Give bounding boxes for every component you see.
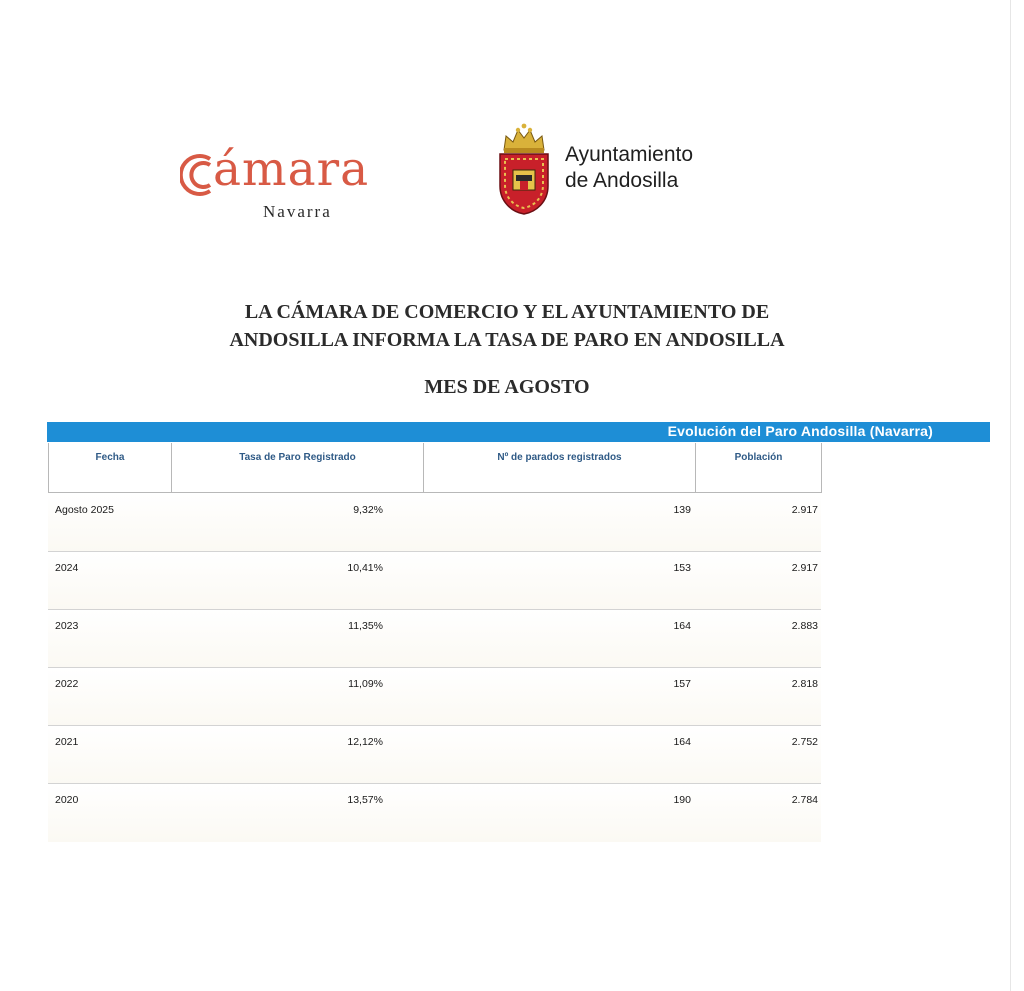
row-background (48, 552, 821, 610)
cell-parados: 157 (673, 678, 691, 690)
cell-poblacion: 2.752 (791, 736, 818, 748)
ayuntamiento-line2: de Andosilla (565, 169, 679, 192)
table-banner (47, 422, 990, 442)
cell-parados: 164 (673, 620, 691, 632)
cell-parados: 139 (673, 504, 691, 516)
row-background (48, 726, 821, 784)
cell-fecha: 2023 (55, 620, 79, 632)
cell-parados: 164 (673, 736, 691, 748)
ayuntamiento-logo-text (565, 142, 693, 194)
camara-subtitle: Navarra (263, 202, 332, 221)
table-title: Evolución del Paro Andosilla (Navarra) (667, 423, 933, 439)
row-background (48, 494, 821, 552)
cell-tasa: 9,32% (353, 504, 383, 516)
cell-tasa: 13,57% (347, 794, 383, 806)
table-row (48, 552, 821, 610)
column-header-tasa: Tasa de Paro Registrado (172, 443, 424, 493)
month-subtitle: MES DE AGOSTO (424, 376, 590, 398)
cell-tasa: 11,09% (348, 678, 383, 690)
page-title-line1: LA CÁMARA DE COMERCIO Y EL AYUNTAMIENTO DE (244, 301, 770, 323)
cell-tasa: 12,12% (347, 736, 383, 748)
page-title (100, 298, 914, 354)
camara-navarra-logo (180, 138, 420, 228)
table-row (48, 726, 821, 784)
cell-poblacion: 2.917 (791, 504, 818, 516)
cell-fecha: 2020 (55, 794, 79, 806)
cell-poblacion: 2.784 (791, 794, 818, 806)
table-row (48, 494, 821, 552)
table-row (48, 668, 821, 726)
cell-tasa: 11,35% (348, 620, 383, 632)
ayuntamiento-line1: Ayuntamiento (565, 143, 694, 166)
table-row (48, 610, 821, 668)
column-header-parados: Nº de parados registrados (424, 443, 696, 493)
row-background (48, 610, 821, 668)
cell-poblacion: 2.917 (791, 562, 818, 574)
cell-parados: 153 (673, 562, 691, 574)
cell-fecha: 2022 (55, 678, 79, 690)
cell-poblacion: 2.818 (791, 678, 818, 690)
table-row (48, 784, 821, 842)
cell-poblacion: 2.883 (791, 620, 818, 632)
column-header-fecha: Fecha (48, 443, 172, 493)
cell-fecha: Agosto 2025 (55, 504, 114, 516)
cell-tasa: 10,41% (347, 562, 383, 574)
page-edge-line (1010, 0, 1011, 991)
row-background (48, 784, 821, 842)
andosilla-coat-of-arms-icon (496, 122, 552, 216)
camara-wordmark: ámara (213, 142, 370, 197)
cell-fecha: 2021 (55, 736, 79, 748)
column-header-poblacion: Población (696, 443, 822, 493)
cell-fecha: 2024 (55, 562, 79, 574)
row-background (48, 668, 821, 726)
camara-c-mark-icon (180, 150, 216, 200)
cell-parados: 190 (673, 794, 691, 806)
page-title-line2: ANDOSILLA INFORMA LA TASA DE PARO EN ANDOSILLA (229, 329, 785, 351)
